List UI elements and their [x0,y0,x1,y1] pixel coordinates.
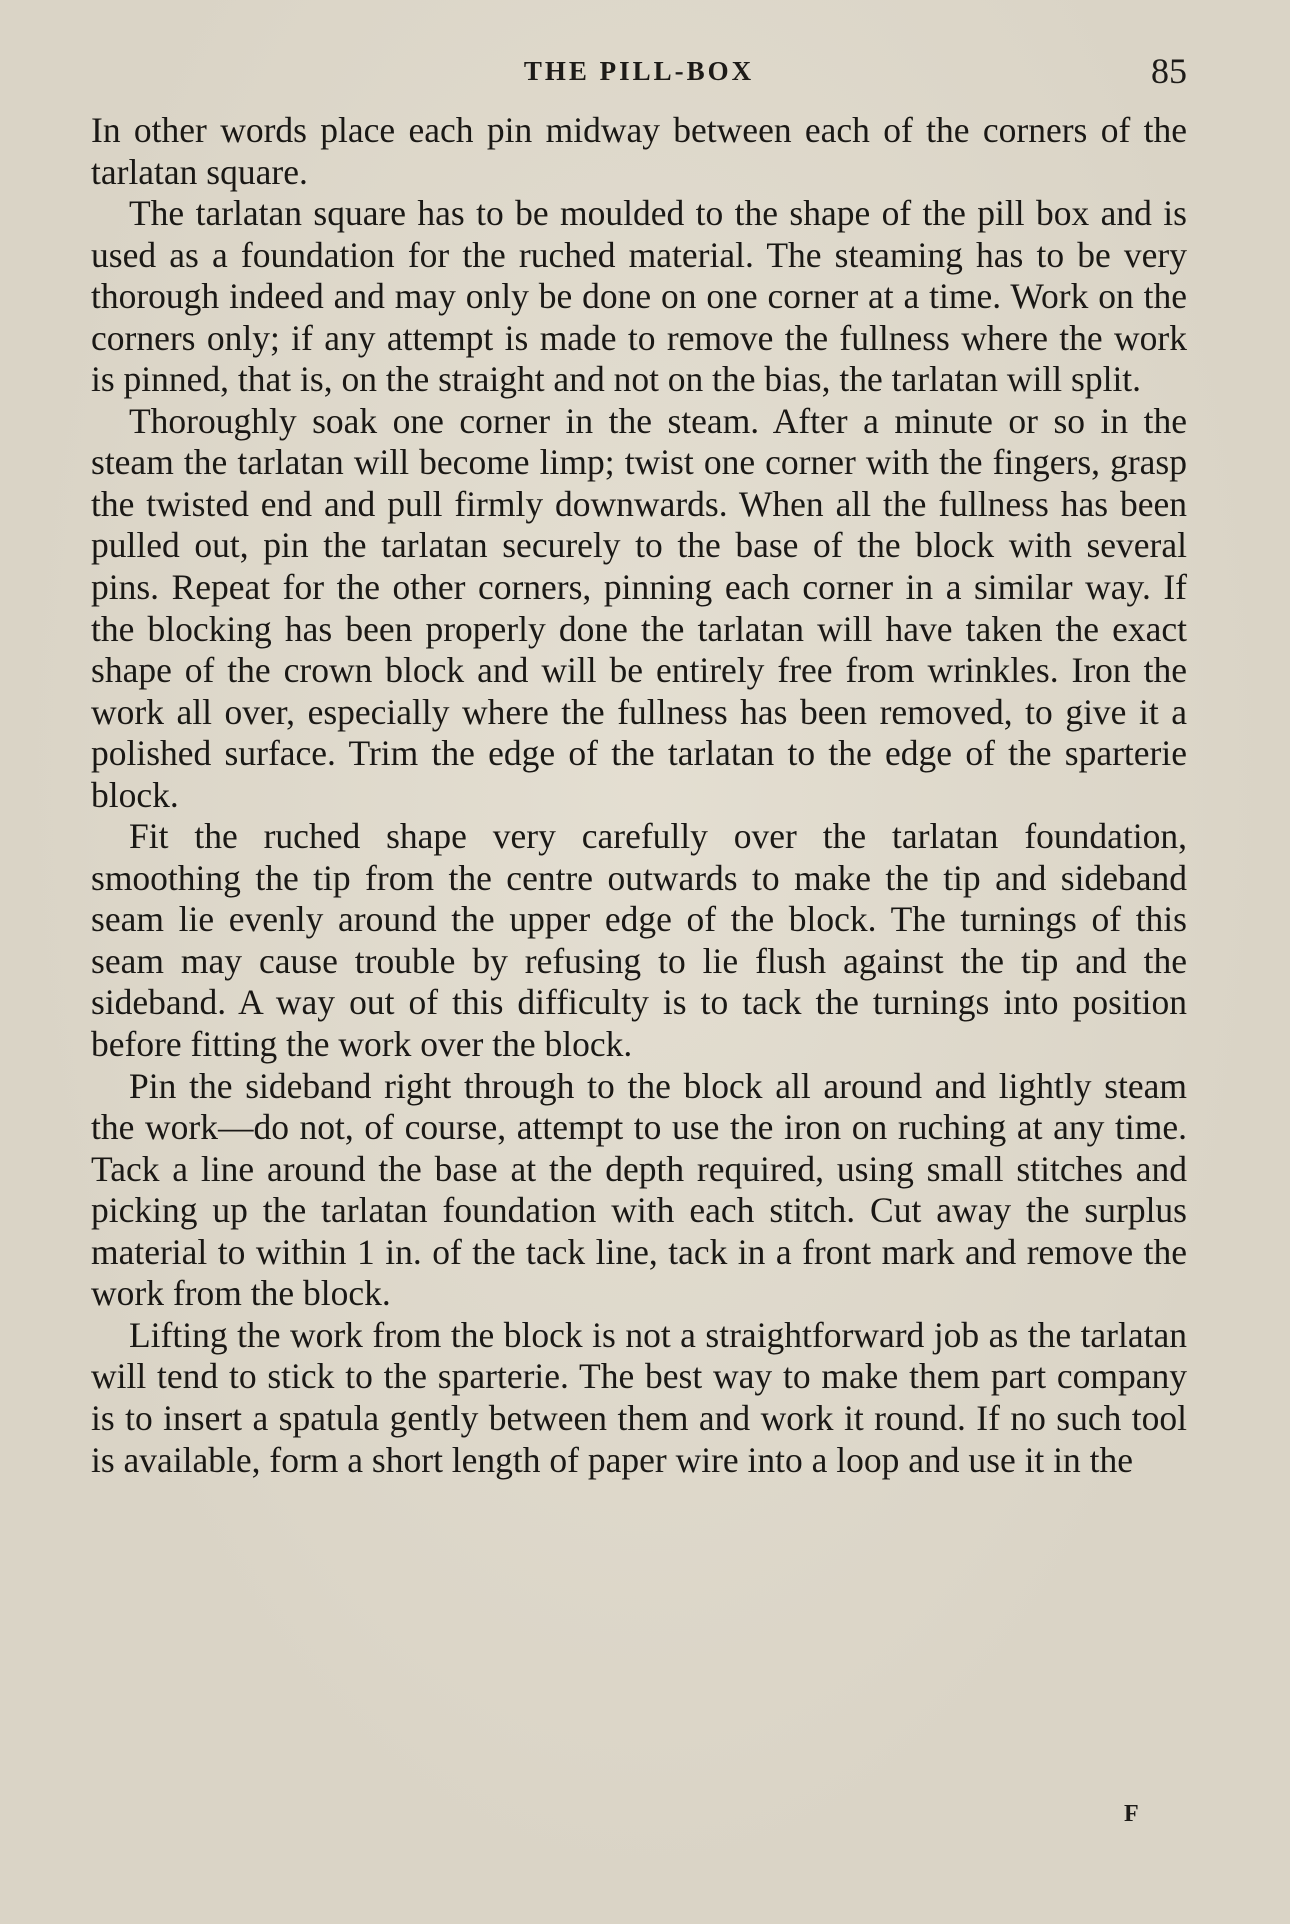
paragraph: Thoroughly soak one corner in the steam. After a minute or so in the steam the tarlatan will become limp; twist one corner with the fingers, grasp the twisted end and pull firmly downwards. When all the fullness has been pulled out, pin the tarlatan securely to the base of the block with several pins. Repeat for the other corners, pinning each corner in a similar way. If the blocking has been properly done the tarlatan will have taken the exact shape of the crown block and will be entirely free from wrinkles. Iron the work all over, especially where the fullness has been removed, to give it a polished surface. Trim the edge of the tarlatan to the edge of the sparterie block. [91,400,1187,815]
paragraph: Fit the ruched shape very carefully over the tarlatan foundation, smoothing the tip from the centre outwards to make the tip and sideband seam lie evenly around the upper edge of the block. The turnings of this seam may cause trouble by refusing to lie flush against the tip and the sideband. A way out of this difficulty is to tack the turnings into position before fitting the work over the block. [91,816,1187,1065]
paragraph: Lifting the work from the block is not a straightforward job as the tarlatan will tend to stick to the sparterie. The best way to make them part company is to insert a spatula gently between them and work it round. If no such tool is available, form a short length of paper wire into a loop and use it in the [91,1314,1187,1480]
paragraph: Pin the sideband right through to the block all around and lightly steam the work—do not, of course, attempt to use the iron on ruching at any time. Tack a line around the base at the depth required, using small stitches and picking up the tarlatan foundation with each stitch. Cut away the surplus material to within 1 in. of the tack line, tack in a front mark and remove the work from the block. [91,1065,1187,1314]
running-head [91,50,1187,96]
page-number: 85 [1151,51,1187,91]
paragraph: In other words place each pin midway between each of the corners of the tarlatan square. [91,110,1187,192]
signature-mark: F [1124,1801,1139,1827]
body-text [91,110,1187,1481]
paragraph: The tarlatan square has to be moulded to the shape of the pill box and is used as a foundation for the ruched material. The steaming has to be very thorough indeed and may only be done on one corner at a time. Work on the corners only; if any attempt is made to remove the fullness where the work is pinned, that is, on the straight and not on the bias, the tarlatan will split. [91,193,1187,400]
running-title: THE PILL-BOX [523,56,755,86]
